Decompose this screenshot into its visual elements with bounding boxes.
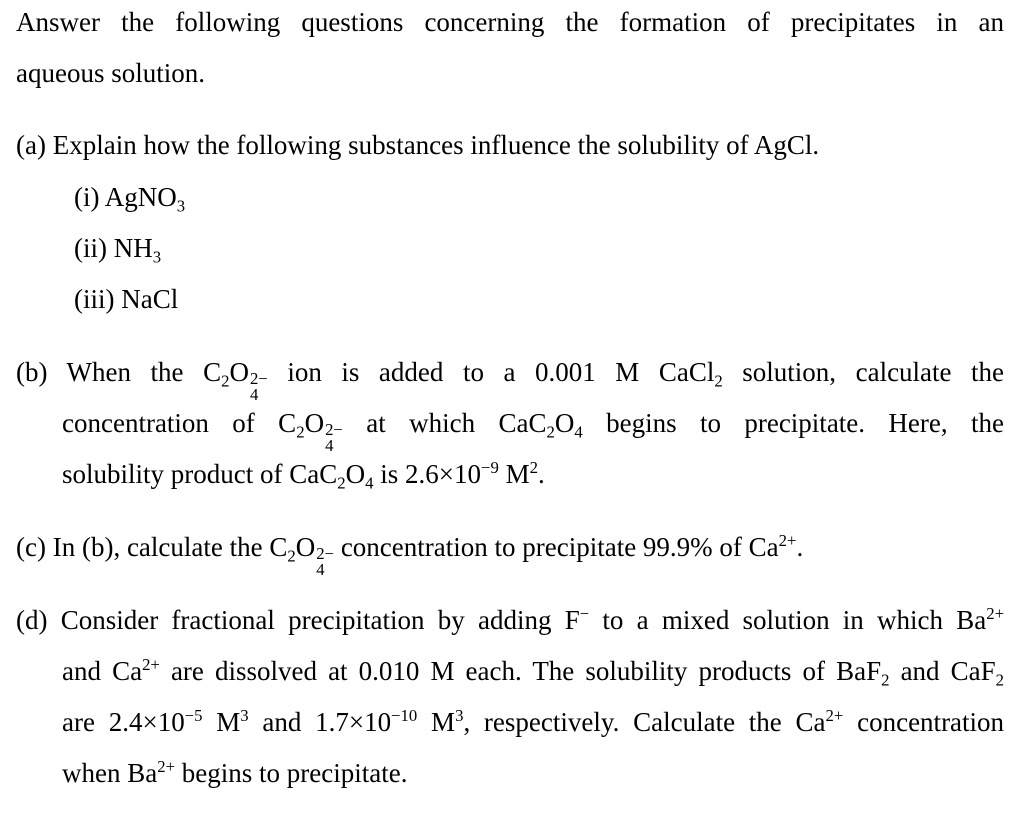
question-d-line-2: and $Ca^{2+}$ are dissolved at 0.010 M each. The solubility products of BaF$_2$ and CaF$_2$ <box>62 654 1005 690</box>
formula-fluoride: F− <box>564 603 590 635</box>
question-a-item-3: (iii) NaCl <box>74 284 179 314</box>
formula-oxalate: $C_2O$ 2− 4 <box>203 357 268 404</box>
formula-ba-ion: $Ba^{2+}$ <box>956 603 1005 635</box>
formula-cac2o4: $CaC_2O_4$ <box>289 459 374 493</box>
formula-baf2: BaF$_2$ <box>836 656 890 690</box>
formula-caf2: CaF$_2$ <box>950 656 1005 690</box>
question-a <box>16 129 1004 161</box>
question-a-item-2: (ii) $NH_3$ <box>74 233 162 267</box>
formula-nh3: $NH_3$ <box>113 233 162 267</box>
question-a-text: Explain how the following substances influence the solubility of AgCl. <box>52 130 820 160</box>
intro-line-1: Answer the following questions concerning the formation of precipitates in an <box>16 7 1004 37</box>
question-b-line-1: (b) When the $C_2O$ 2− 4 ion is added to a 0.001 M CaCl$_2$ solution, calculate the <box>16 357 1005 404</box>
ksp-caf2: and $1.7\times 10^{-10}$ <box>262 705 418 737</box>
question-b-line-2: concentration of $C_2O$ 2− 4 at which $CaC_2O_4$ begins to precipitate. Here, the <box>62 408 1004 455</box>
formula-ca-ion: $Ca^{2+}$ <box>112 654 160 686</box>
formula-ca-ion: $Ca^{2+}$ <box>795 705 844 737</box>
ksp-unit: $M^2$ <box>505 457 538 489</box>
intro-line-2: aqueous solution. <box>16 58 205 88</box>
question-a-label: (a) <box>16 130 46 160</box>
formula-cacl2: CaCl$_2$ <box>658 357 723 391</box>
formula-ca-ion: $Ca^{2+}$ <box>748 530 797 562</box>
question-d-line-3: are $2.4\times 10^{-5}$ $M^3$ and $1.7\times 10^{-10}$ $M^3$, respectively. Calculate the $Ca^{2+}$ concentration <box>62 705 1005 737</box>
formula-nacl: NaCl <box>121 284 179 314</box>
formula-agno3: AgNO$_3$ <box>104 182 186 216</box>
formula-oxalate: $C_2O$ 2− 4 <box>278 408 343 455</box>
question-d-line-1: (d) Consider fractional precipitation by adding F− to a mixed solution in which $Ba^{2+}$ <box>16 603 1005 635</box>
question-d-line-4: when $Ba^{2+}$ begins to precipitate. <box>62 756 408 788</box>
formula-cac2o4: $CaC_2O_4$ <box>498 408 583 442</box>
ksp-baf2: are $2.4\times 10^{-5}$ <box>62 705 203 737</box>
question-a-item-1: (i) AgNO$_3$ <box>74 182 186 216</box>
question-b-line-3: solubility product of $CaC_2O_4$ is $2.6\times 10^{-9}$ $M^2$. <box>62 457 545 493</box>
ksp-value: is $2.6\times 10^{-9}$ <box>380 457 499 489</box>
formula-oxalate: $C_2O$ 2− 4 <box>269 532 335 579</box>
question-c: (c) In (b), calculate the $C_2O$ 2− 4 concentration to precipitate 99.9% of $Ca^{2+}$. <box>16 530 804 579</box>
formula-ba-ion: $Ba^{2+}$ <box>127 756 176 788</box>
